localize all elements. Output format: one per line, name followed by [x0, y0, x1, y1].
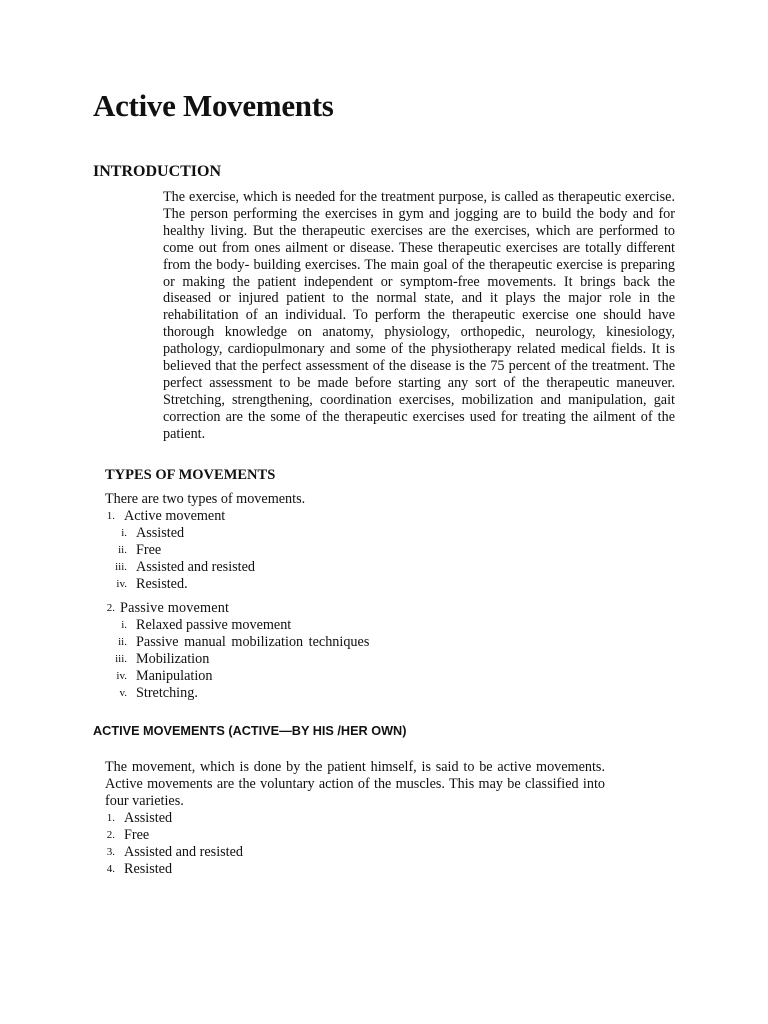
active-movements-paragraph: The movement, which is done by the patient himself, is said to be active movements. Active movements are the voluntary action of the muscles. This may be classified into four varieties. — [105, 759, 605, 809]
list-number: 1. — [106, 510, 115, 522]
active-varieties-list — [0, 810, 400, 878]
list-number: 2. — [106, 602, 115, 614]
list-item — [0, 668, 400, 685]
list-item — [0, 576, 400, 593]
list-label: Resisted — [124, 861, 173, 878]
list-item — [0, 861, 400, 878]
list-label: Free — [136, 542, 162, 559]
list-item — [0, 685, 400, 702]
list-label: Assisted — [136, 525, 185, 541]
list-label: Manipulation — [136, 668, 213, 685]
list-item — [0, 827, 400, 844]
list-label: Stretching. — [136, 685, 198, 702]
list-label: Mobilization — [136, 651, 210, 668]
list-number: iv. — [116, 670, 127, 683]
list-item — [0, 844, 400, 861]
list-label: Passive movement — [120, 600, 230, 616]
list-label: Relaxed passive movement — [136, 617, 292, 633]
list-label: Assisted — [124, 810, 173, 826]
list-number: i. — [121, 527, 127, 539]
passive-movement-sublist — [0, 617, 400, 702]
active-movement-sublist — [0, 525, 400, 593]
list-item — [0, 525, 400, 542]
list-item — [0, 617, 400, 634]
introduction-heading: INTRODUCTION — [93, 163, 222, 180]
list-item — [0, 559, 400, 576]
list-number: iv. — [116, 578, 127, 591]
list-label: Assisted and resisted — [136, 559, 256, 576]
list-number: i. — [121, 619, 127, 631]
list-item — [0, 542, 400, 559]
list-number: 2. — [106, 829, 115, 842]
list-number: 3. — [106, 846, 115, 859]
list-label: Free — [124, 827, 150, 844]
active-movement-list — [0, 508, 400, 525]
list-item — [0, 810, 400, 827]
list-label: Assisted and resisted — [124, 844, 244, 861]
list-item — [0, 600, 400, 617]
list-number: v. — [119, 687, 127, 700]
list-number: 1. — [106, 812, 115, 824]
list-item — [0, 651, 400, 668]
list-number: iii. — [115, 561, 127, 574]
page-title: Active Movements — [93, 88, 334, 123]
list-label: Active movement — [124, 508, 226, 524]
list-label: Resisted. — [136, 576, 188, 593]
list-item — [0, 634, 400, 651]
types-intro-text: There are two types of movements. — [105, 491, 306, 507]
list-label: Passive manual mobilization techniques — [136, 634, 370, 651]
list-number: iii. — [115, 653, 127, 666]
introduction-paragraph: The exercise, which is needed for the treatment purpose, is called as therapeutic exercise. The person performing the exercises in gym and jogging are to build the body and for healthy living. But the therapeutic exercises are the exercises, which are performed to come out from ones ailment or disease. These therapeutic exercises are totally different from the body- building exercises. The main goal of the therapeutic exercise is preparing or making the patient independent or symptom-free movements. It brings back the diseased or injured patient to the normal state, and it plays the major role in the rehabilitation of an individual. To perform the therapeutic exercise one should have thorough knowledge on anatomy, physiology, orthopedic, neurology, kinesiology, pathology, cardiopulmonary and some of the physiotherapy related medical fields. It is believed that the perfect assessment of the disease is the 75 percent of the treatment. The perfect assessment to be made before starting any sort of the therapeutic maneuver. Stretching, strengthening, coordination exercises, mobilization and manipulation, gait correction are the some of the therapeutic exercises used for treating the ailment of the patient. — [163, 189, 675, 442]
passive-movement-list — [0, 600, 400, 617]
list-number: ii. — [118, 636, 127, 649]
active-movements-heading: ACTIVE MOVEMENTS (ACTIVE—BY HIS /HER OWN) — [93, 724, 407, 738]
list-number: ii. — [118, 544, 127, 557]
types-of-movements-heading: TYPES OF MOVEMENTS — [105, 467, 276, 483]
list-item — [0, 508, 400, 525]
list-number: 4. — [106, 863, 115, 876]
